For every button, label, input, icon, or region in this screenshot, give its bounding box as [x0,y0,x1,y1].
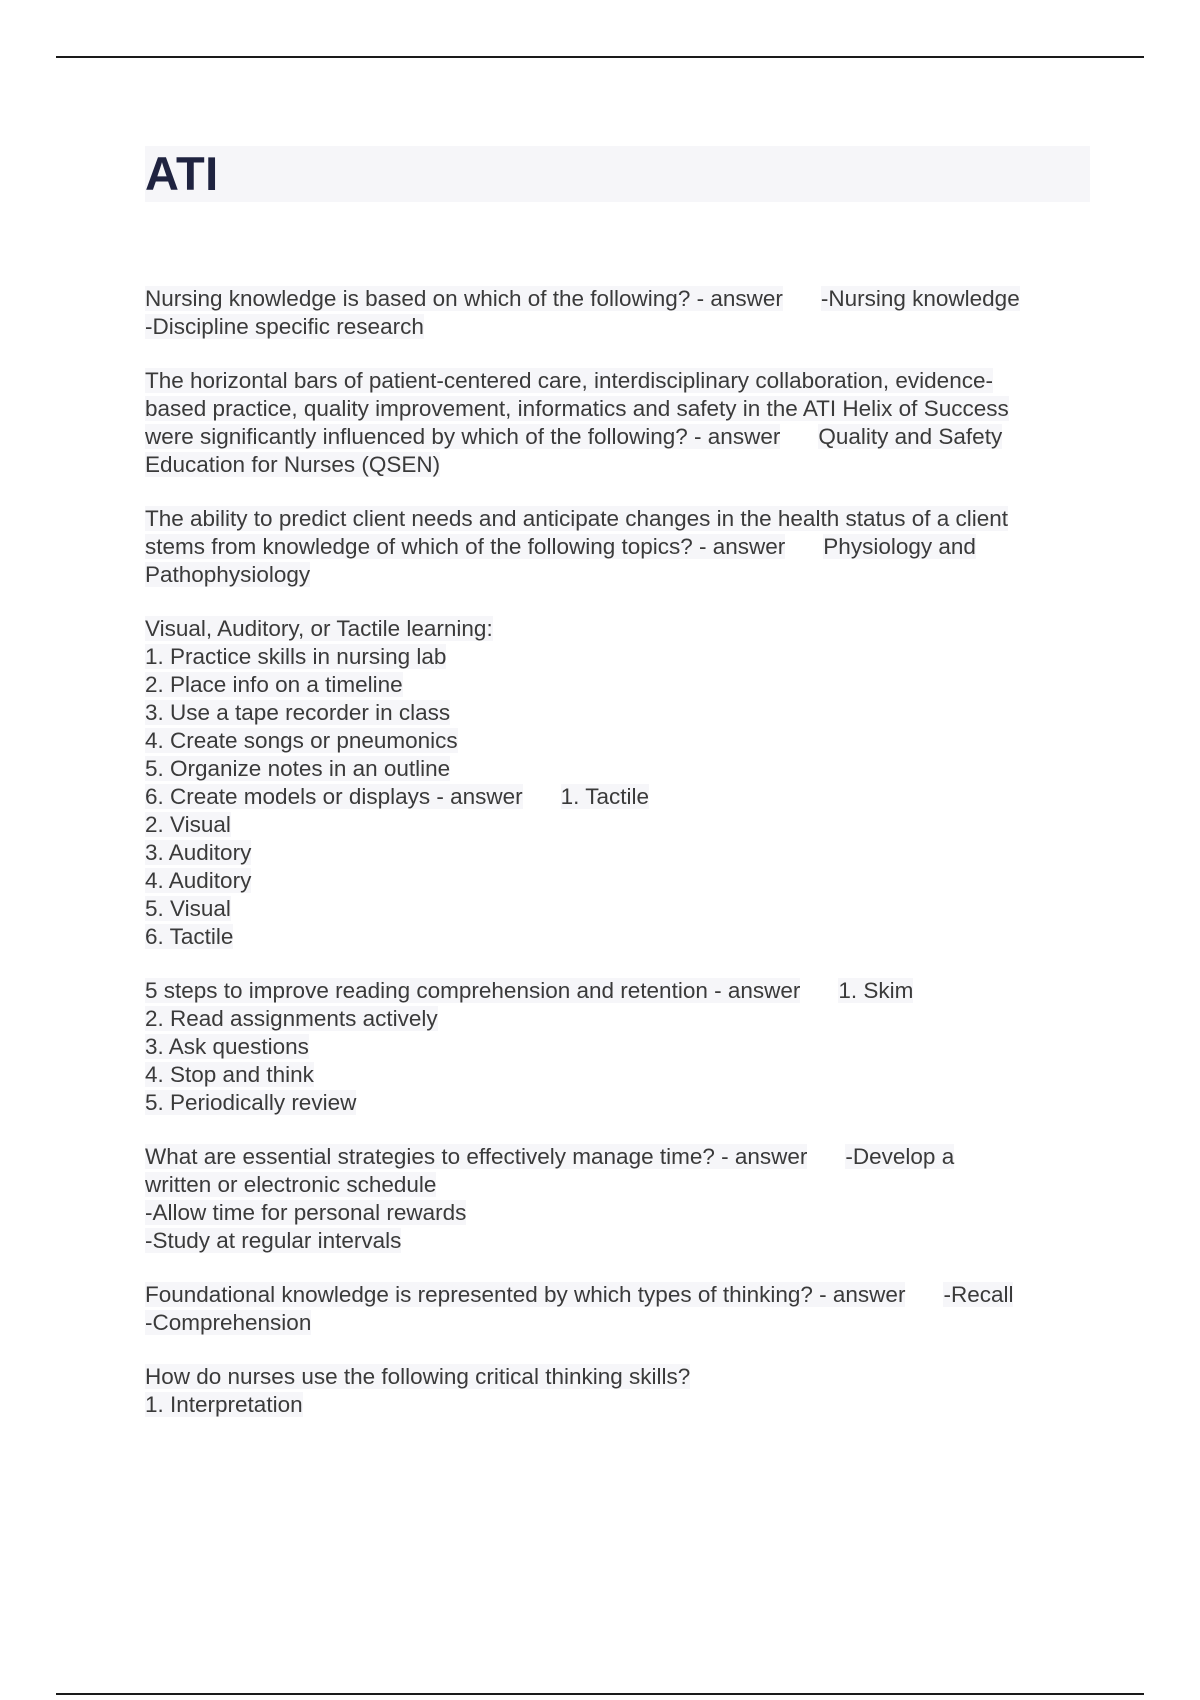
qa-line [145,755,1095,783]
qa-line [145,867,1095,895]
qa-line [145,1171,1095,1199]
line-text: were significantly influenced by which of the following? - answer [145,424,781,449]
line-text: 5. Organize notes in an outline [145,756,451,781]
line-text: 2. Read assignments actively [145,1006,438,1031]
qa-line [145,1281,1095,1309]
qa-line [145,1199,1095,1227]
qa-content [145,285,1095,1445]
answer-text: Physiology and [823,534,976,559]
qa-line [145,643,1095,671]
qa-line [145,615,1095,643]
qa-line [145,977,1095,1005]
qa-line [145,699,1095,727]
line-text: 3. Auditory [145,840,252,865]
qa-line [145,395,1095,423]
line-text: 6. Create models or displays - answer [145,784,523,809]
qa-line [145,1363,1095,1391]
qa-line [145,727,1095,755]
qa-line [145,505,1095,533]
qa-line [145,423,1095,451]
line-text: stems from knowledge of which of the following topics? - answer [145,534,786,559]
bottom-rule [56,1693,1144,1695]
qa-line [145,1061,1095,1089]
line-text: Education for Nurses (QSEN) [145,452,441,477]
qa-line [145,811,1095,839]
qa-line [145,451,1095,479]
line-text: -Allow time for personal rewards [145,1200,467,1225]
line-text: The horizontal bars of patient-centered care, interdisciplinary collaboration, evidence- [145,368,993,393]
answer-text: 1. Skim [838,978,914,1003]
line-text: 2. Visual [145,812,231,837]
line-text: 3. Ask questions [145,1034,309,1059]
qa-line [145,671,1095,699]
qa-line [145,533,1095,561]
qa-line [145,1143,1095,1171]
page-title: ATI [145,147,219,200]
line-text: 1. Interpretation [145,1392,303,1417]
qa-line [145,561,1095,589]
line-text: 5 steps to improve reading comprehension and retention - answer [145,978,801,1003]
qa-line [145,839,1095,867]
line-text: How do nurses use the following critical thinking skills? [145,1364,691,1389]
line-text: 5. Visual [145,896,231,921]
line-text: -Discipline specific research [145,314,424,339]
line-text: -Comprehension [145,1310,312,1335]
qa-block [145,1281,1095,1337]
line-text: 4. Create songs or pneumonics [145,728,458,753]
qa-line [145,1089,1095,1117]
line-text: 4. Stop and think [145,1062,314,1087]
qa-line [145,895,1095,923]
qa-line [145,1005,1095,1033]
qa-line [145,783,1095,811]
line-text: What are essential strategies to effectively manage time? - answer [145,1144,808,1169]
line-text: -Study at regular intervals [145,1228,402,1253]
qa-block [145,977,1095,1117]
qa-block [145,367,1095,479]
answer-text: -Recall [943,1282,1014,1307]
qa-block [145,285,1095,341]
line-text: based practice, quality improvement, informatics and safety in the ATI Helix of Success [145,396,1009,421]
qa-line [145,1309,1095,1337]
qa-block [145,615,1095,951]
line-text: Pathophysiology [145,562,311,587]
answer-text: -Develop a [845,1144,955,1169]
line-text: 3. Use a tape recorder in class [145,700,451,725]
qa-block [145,1143,1095,1255]
line-text: The ability to predict client needs and anticipate changes in the health status of a client [145,506,1009,531]
answer-text: -Nursing knowledge [820,286,1020,311]
qa-block [145,505,1095,589]
qa-line [145,1033,1095,1061]
qa-line [145,1227,1095,1255]
line-text: 1. Practice skills in nursing lab [145,644,447,669]
qa-line [145,367,1095,395]
line-text: 4. Auditory [145,868,252,893]
line-text: 2. Place info on a timeline [145,672,403,697]
answer-text: Quality and Safety [818,424,1003,449]
top-rule [56,56,1144,58]
answer-text: 1. Tactile [560,784,650,809]
title-band [145,146,1090,202]
qa-line [145,313,1095,341]
qa-block [145,1363,1095,1419]
line-text: Nursing knowledge is based on which of the following? - answer [145,286,783,311]
line-text: 5. Periodically review [145,1090,357,1115]
qa-line [145,285,1095,313]
qa-line [145,1391,1095,1419]
line-text: 6. Tactile [145,924,234,949]
qa-line [145,923,1095,951]
line-text: Foundational knowledge is represented by which types of thinking? - answer [145,1282,906,1307]
line-text: written or electronic schedule [145,1172,437,1197]
line-text: Visual, Auditory, or Tactile learning: [145,616,493,641]
